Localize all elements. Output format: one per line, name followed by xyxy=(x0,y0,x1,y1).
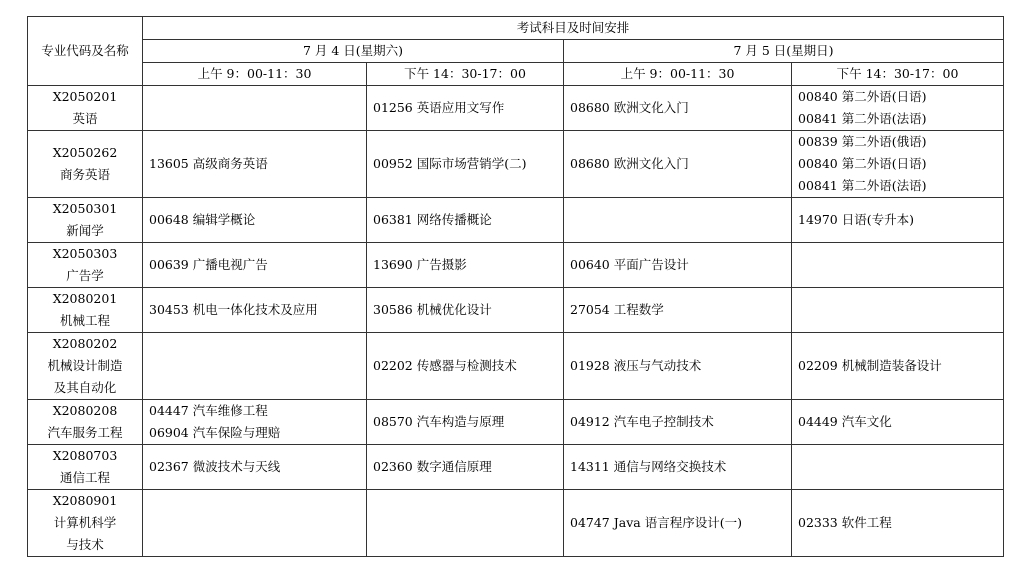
exam-slot-cell xyxy=(143,490,367,557)
exam-slot-cell xyxy=(564,333,792,400)
course-entry: 30453 机电一体化技术及应用 xyxy=(149,302,318,317)
exam-slot-cell xyxy=(143,400,367,445)
course-entry: 08680 欧洲文化入门 xyxy=(570,156,689,171)
course-entry: 06381 网络传播概论 xyxy=(373,212,492,227)
course-entry: 00648 编辑学概论 xyxy=(149,212,256,227)
schedule-title: 考试科目及时间安排 xyxy=(143,17,1004,40)
major-code: X2080202 xyxy=(52,336,118,351)
exam-slot-cell xyxy=(564,400,792,445)
major-name: 汽车服务工程 xyxy=(47,425,123,440)
table-row xyxy=(28,131,1004,198)
major-code: X2050201 xyxy=(52,89,118,104)
course-entry: 04449 汽车文化 xyxy=(798,414,892,429)
major-cell xyxy=(28,243,143,288)
exam-schedule-table xyxy=(27,16,1004,557)
course-entry: 08680 欧洲文化入门 xyxy=(570,100,689,115)
exam-slot-cell xyxy=(792,490,1004,557)
major-name: 机械工程 xyxy=(59,313,110,328)
exam-slot-cell xyxy=(143,198,367,243)
day-header: 7 月 4 日(星期六) xyxy=(143,40,564,63)
major-code: X2080703 xyxy=(52,448,118,463)
course-entry: 00840 第二外语(日语) xyxy=(798,156,927,171)
table-row xyxy=(28,288,1004,333)
exam-slot-cell xyxy=(143,445,367,490)
course-entry: 02360 数字通信原理 xyxy=(373,459,492,474)
major-code: X2050301 xyxy=(52,201,118,216)
course-entry: 02209 机械制造装备设计 xyxy=(798,358,942,373)
major-name: 机械设计制造 xyxy=(47,358,123,373)
course-entry: 00841 第二外语(法语) xyxy=(798,111,927,126)
exam-slot-cell xyxy=(564,243,792,288)
major-code: X2080208 xyxy=(52,403,118,418)
table-row xyxy=(28,86,1004,131)
exam-slot-cell xyxy=(367,288,564,333)
course-entry: 13690 广告摄影 xyxy=(373,257,467,272)
course-entry: 00840 第二外语(日语) xyxy=(798,89,927,104)
major-name: 广告学 xyxy=(66,268,104,283)
slot-header: 下午 14：30-17：00 xyxy=(792,63,1004,86)
slot-header: 上午 9：00-11：30 xyxy=(564,63,792,86)
course-entry: 14311 通信与网络交换技术 xyxy=(570,459,727,474)
exam-slot-cell xyxy=(564,490,792,557)
exam-slot-cell xyxy=(367,243,564,288)
exam-slot-cell xyxy=(792,131,1004,198)
exam-slot-cell xyxy=(367,131,564,198)
slot-header: 上午 9：00-11：30 xyxy=(143,63,367,86)
course-entry: 02202 传感器与检测技术 xyxy=(373,358,517,373)
exam-slot-cell xyxy=(367,400,564,445)
course-entry: 00952 国际市场营销学(二) xyxy=(373,156,527,171)
major-cell xyxy=(28,400,143,445)
course-entry: 00639 广播电视广告 xyxy=(149,257,268,272)
day-header: 7 月 5 日(星期日) xyxy=(564,40,1004,63)
code-name-header: 专业代码及名称 xyxy=(28,17,143,86)
major-name: 商务英语 xyxy=(59,167,110,182)
slot-header: 下午 14：30-17：00 xyxy=(367,63,564,86)
course-entry: 01928 液压与气动技术 xyxy=(570,358,702,373)
course-entry: 06904 汽车保险与理赔 xyxy=(149,425,281,440)
exam-slot-cell xyxy=(792,333,1004,400)
exam-slot-cell xyxy=(367,198,564,243)
major-name: 新闻学 xyxy=(66,223,104,238)
table-row xyxy=(28,333,1004,400)
major-cell xyxy=(28,490,143,557)
exam-slot-cell xyxy=(367,490,564,557)
major-name: 与技术 xyxy=(66,537,104,552)
course-entry: 04912 汽车电子控制技术 xyxy=(570,414,714,429)
major-name: 计算机科学 xyxy=(53,515,117,530)
course-entry: 04747 Java 语言程序设计(一) xyxy=(570,515,742,530)
exam-slot-cell xyxy=(367,445,564,490)
course-entry: 30586 机械优化设计 xyxy=(373,302,492,317)
exam-slot-cell xyxy=(792,86,1004,131)
major-name: 英语 xyxy=(72,111,98,126)
exam-slot-cell xyxy=(792,445,1004,490)
course-entry: 02333 软件工程 xyxy=(798,515,892,530)
course-entry: 14970 日语(专升本) xyxy=(798,212,914,227)
exam-slot-cell xyxy=(564,198,792,243)
table-row xyxy=(28,400,1004,445)
course-entry: 04447 汽车维修工程 xyxy=(149,403,268,418)
table-row xyxy=(28,198,1004,243)
major-cell xyxy=(28,333,143,400)
exam-slot-cell xyxy=(792,198,1004,243)
table-row xyxy=(28,445,1004,490)
exam-slot-cell xyxy=(143,86,367,131)
course-entry: 01256 英语应用文写作 xyxy=(373,100,505,115)
exam-slot-cell xyxy=(792,288,1004,333)
course-entry: 13605 高级商务英语 xyxy=(149,156,268,171)
exam-slot-cell xyxy=(367,86,564,131)
major-cell xyxy=(28,131,143,198)
exam-slot-cell xyxy=(143,333,367,400)
major-cell xyxy=(28,86,143,131)
exam-slot-cell xyxy=(143,131,367,198)
header-row-title xyxy=(28,17,1004,40)
course-entry: 08570 汽车构造与原理 xyxy=(373,414,505,429)
course-entry: 00841 第二外语(法语) xyxy=(798,178,927,193)
exam-slot-cell xyxy=(143,288,367,333)
exam-slot-cell xyxy=(143,243,367,288)
table-row xyxy=(28,243,1004,288)
major-code: X2080201 xyxy=(52,291,118,306)
major-code: X2050303 xyxy=(52,246,118,261)
exam-slot-cell xyxy=(564,86,792,131)
major-cell xyxy=(28,288,143,333)
exam-slot-cell xyxy=(792,243,1004,288)
course-entry: 02367 微波技术与天线 xyxy=(149,459,281,474)
exam-slot-cell xyxy=(564,445,792,490)
exam-slot-cell xyxy=(792,400,1004,445)
exam-slot-cell xyxy=(367,333,564,400)
major-name: 及其自动化 xyxy=(53,380,117,395)
exam-slot-cell xyxy=(564,288,792,333)
table-row xyxy=(28,490,1004,557)
major-cell xyxy=(28,198,143,243)
major-code: X2050262 xyxy=(52,145,118,160)
major-code: X2080901 xyxy=(52,493,118,508)
major-name: 通信工程 xyxy=(59,470,110,485)
course-entry: 00839 第二外语(俄语) xyxy=(798,134,927,149)
major-cell xyxy=(28,445,143,490)
course-entry: 00640 平面广告设计 xyxy=(570,257,689,272)
header-row-slots xyxy=(28,63,1004,86)
course-entry: 27054 工程数学 xyxy=(570,302,664,317)
header-row-days xyxy=(28,40,1004,63)
exam-slot-cell xyxy=(564,131,792,198)
